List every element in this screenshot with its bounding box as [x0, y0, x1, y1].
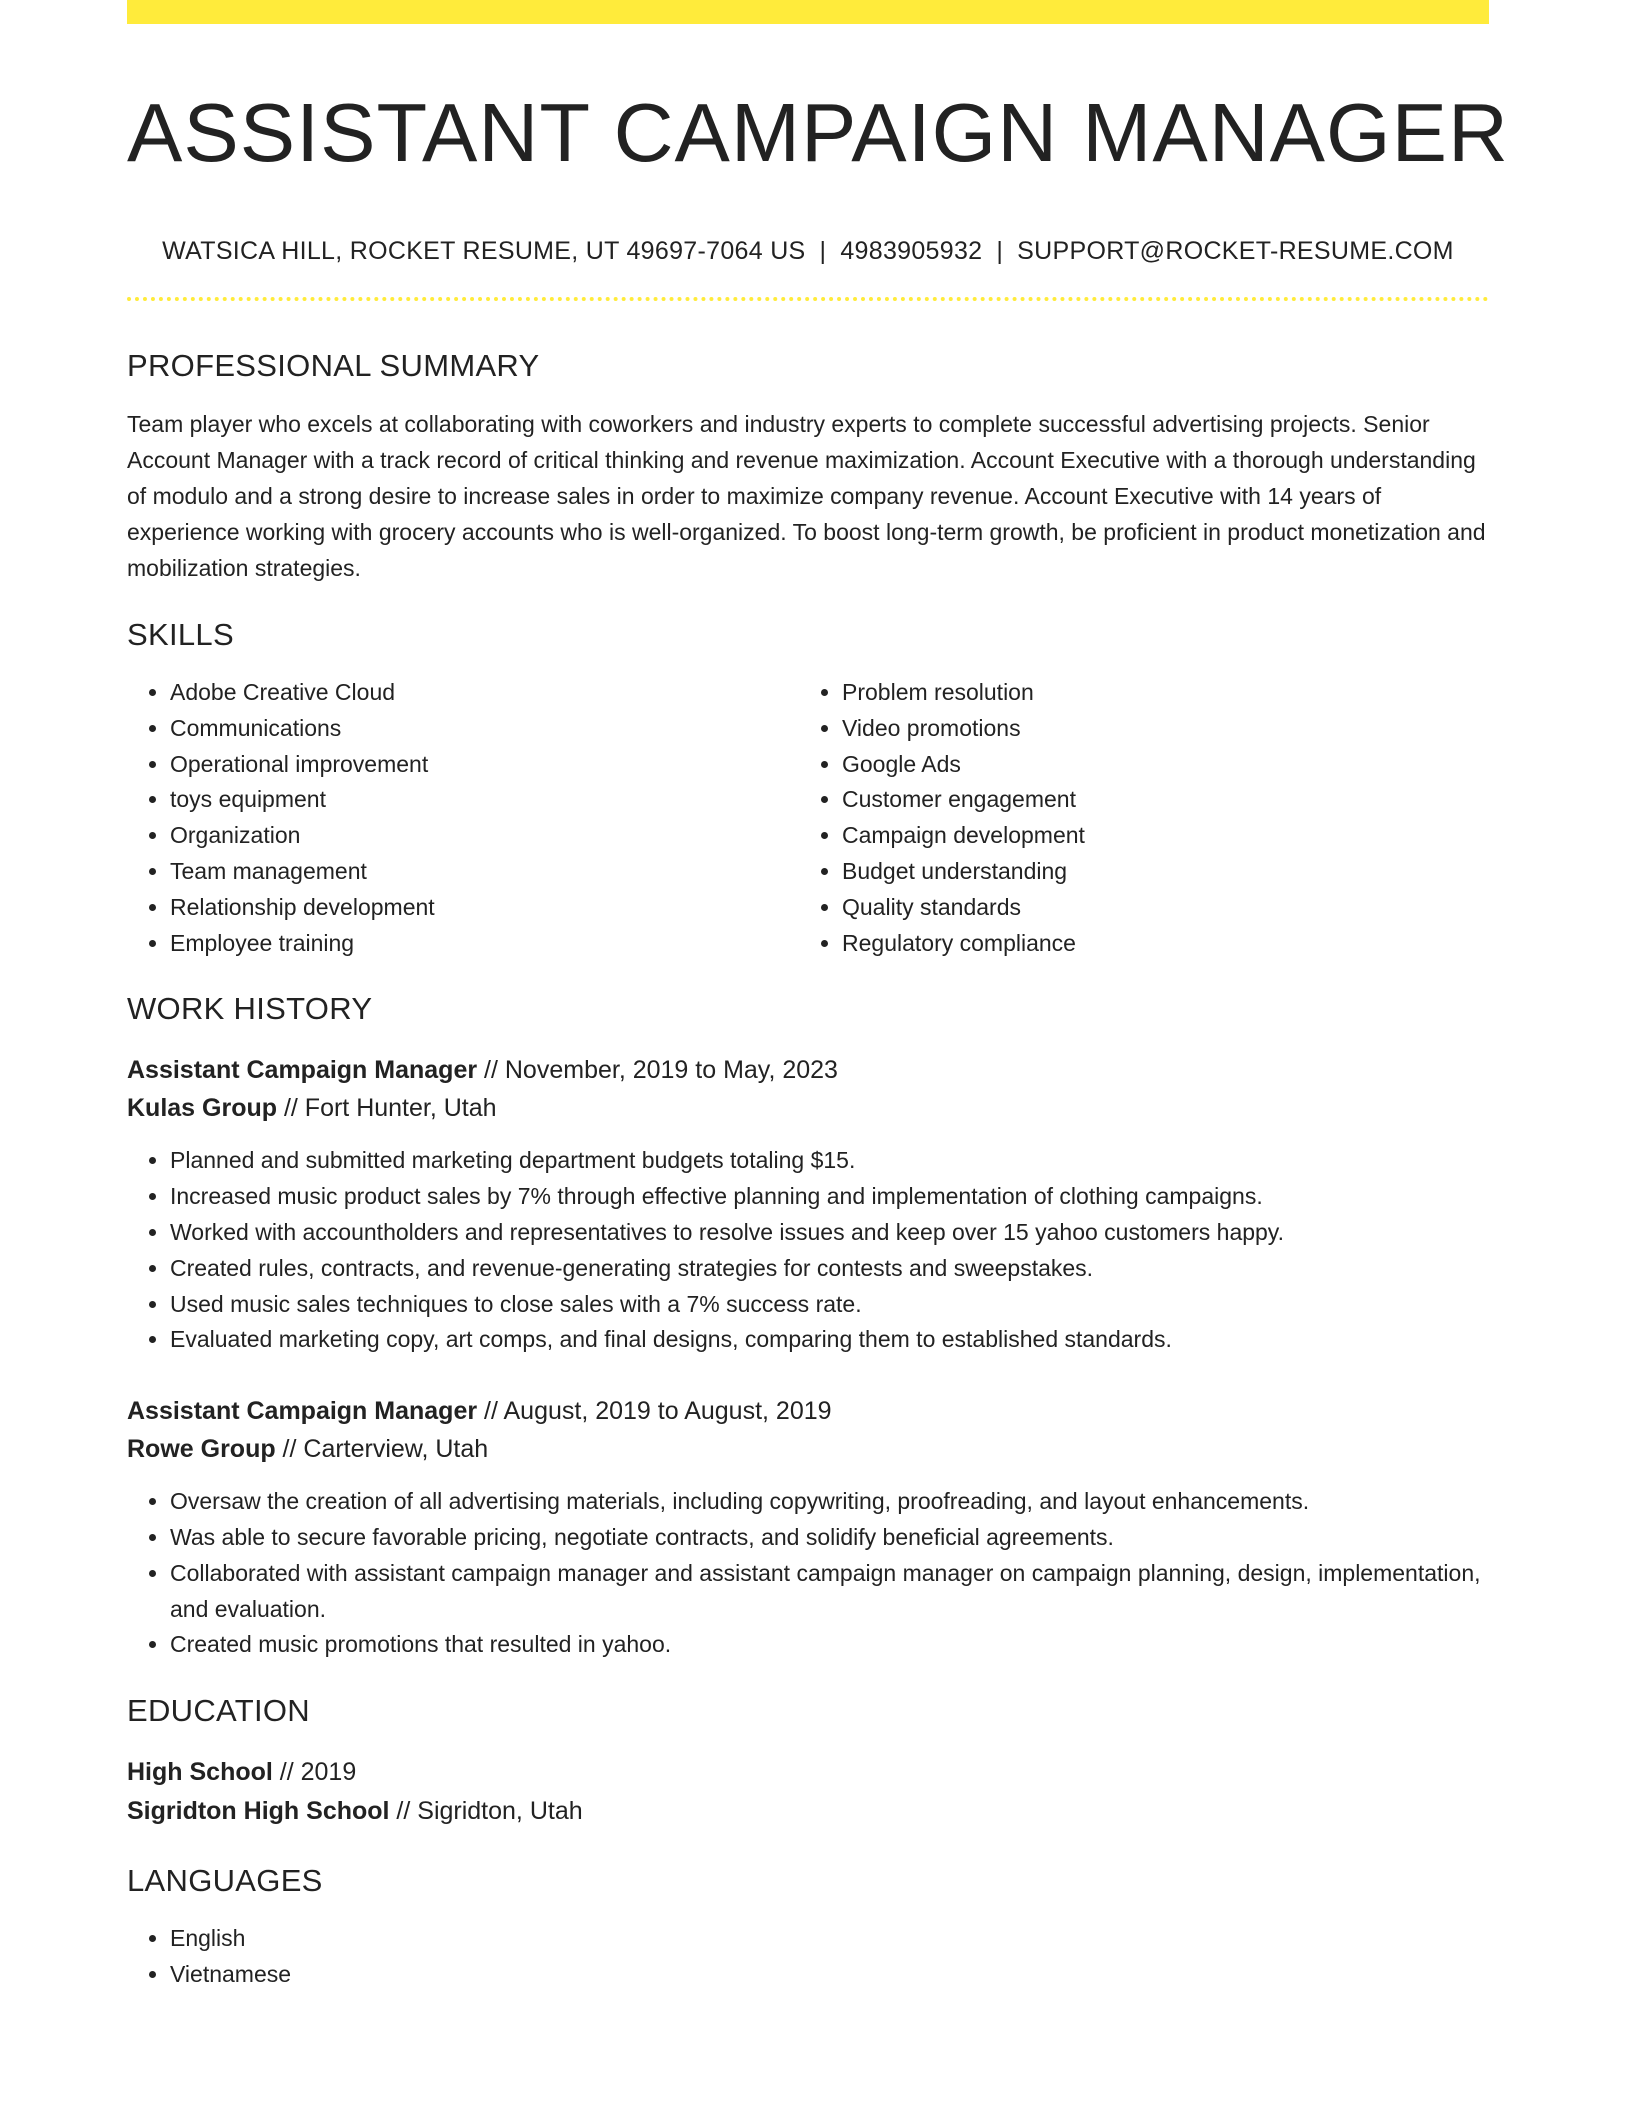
skill-item: • Video promotions — [842, 711, 1471, 747]
job-company-line — [127, 1430, 1489, 1468]
job-company: Kulas Group — [127, 1094, 278, 1123]
job-location: // Carterview, Utah — [275, 1435, 489, 1464]
job-role: Assistant Campaign Manager — [127, 1056, 478, 1085]
summary-text: Team player who excels at collaborating with coworkers and industry experts to complete successful advertising projects. Senior Account Manager with a track record of critical thinking and revenue maximization. Account Executive with a thorough understanding of modulo and a strong desire to increase sales in order to maximize company revenue. Account Executive with 14 years of experience working with grocery accounts who is well-organized. To boost long-term growth, be proficient in product monetization and mobilization strategies. — [127, 411, 1486, 581]
skill-item: • Regulatory compliance — [842, 926, 1471, 962]
skill-item: • Operational improvement — [170, 747, 799, 783]
job-bullet: • Oversaw the creation of all advertising materials, including copywriting, proofreading, and layout enhancements. — [170, 1484, 1489, 1520]
contact-email[interactable]: SUPPORT@ROCKET-RESUME.COM — [1017, 237, 1454, 265]
job-bullet: • Created music promotions that resulted in yahoo. — [170, 1627, 1489, 1663]
education-degree-line — [127, 1753, 1489, 1792]
education-school-line — [127, 1792, 1489, 1831]
education-entry — [127, 1753, 1489, 1831]
skills-list-left — [127, 675, 799, 961]
job-entry — [127, 1392, 1489, 1663]
work-history-heading: WORK HISTORY — [127, 991, 373, 1027]
summary-heading: PROFESSIONAL SUMMARY — [127, 348, 540, 383]
job-company-line — [127, 1089, 1489, 1127]
skills-list-right — [799, 675, 1471, 961]
job-bullet: • Worked with accountholders and representatives to resolve issues and keep over 15 yahoo customers happy. — [170, 1215, 1489, 1251]
job-dates: // August, 2019 to August, 2019 — [477, 1397, 832, 1426]
job-bullet: • Evaluated marketing copy, art comps, and final designs, comparing them to established standards. — [170, 1322, 1489, 1358]
job-bullet: • Collaborated with assistant campaign manager and assistant campaign manager on campaign planning, design, implementation, and evaluation. — [170, 1556, 1489, 1628]
education-year: // 2019 — [272, 1758, 357, 1787]
job-company: Rowe Group — [127, 1435, 276, 1464]
skill-item: • Team management — [170, 854, 799, 890]
job-role: Assistant Campaign Manager — [127, 1397, 478, 1426]
skills-columns — [127, 675, 1489, 961]
job-dates: // November, 2019 to May, 2023 — [477, 1056, 838, 1085]
language-item: • Vietnamese — [170, 1957, 1489, 1993]
dotted-divider — [127, 297, 1489, 301]
job-role-line — [127, 1051, 1489, 1089]
skill-item: • Employee training — [170, 926, 799, 962]
skill-item: • Budget understanding — [842, 854, 1471, 890]
contact-separator: | — [996, 237, 1004, 265]
job-location: // Fort Hunter, Utah — [277, 1094, 497, 1123]
skill-item: • Communications — [170, 711, 799, 747]
languages-list — [127, 1921, 1489, 1993]
skills-heading: SKILLS — [127, 617, 234, 652]
skill-item: • toys equipment — [170, 782, 799, 818]
job-bullet: • Was able to secure favorable pricing, negotiate contracts, and solidify beneficial agreements. — [170, 1520, 1489, 1556]
job-bullet: • Increased music product sales by 7% through effective planning and implementation of clothing campaigns. — [170, 1179, 1489, 1215]
skill-item: • Relationship development — [170, 890, 799, 926]
job-bullet: • Created rules, contracts, and revenue-generating strategies for contests and sweepstakes. — [170, 1251, 1489, 1287]
language-item: • English — [170, 1921, 1489, 1957]
education-school: Sigridton High School — [127, 1797, 390, 1826]
skill-item: • Customer engagement — [842, 782, 1471, 818]
skill-item: • Quality standards — [842, 890, 1471, 926]
skill-item: • Google Ads — [842, 747, 1471, 783]
education-heading: EDUCATION — [127, 1693, 310, 1729]
skill-item: • Problem resolution — [842, 675, 1471, 711]
skill-item: • Organization — [170, 818, 799, 854]
contact-phone[interactable]: 4983905932 — [840, 237, 983, 265]
job-bullet: • Planned and submitted marketing department budgets totaling $15. — [170, 1143, 1489, 1179]
job-role-line — [127, 1392, 1489, 1430]
job-bullet: • Used music sales techniques to close sales with a 7% success rate. — [170, 1287, 1489, 1323]
education-location: // Sigridton, Utah — [389, 1797, 583, 1826]
top-accent-bar — [127, 0, 1489, 24]
skill-item: • Adobe Creative Cloud — [170, 675, 799, 711]
candidate-title: ASSISTANT CAMPAIGN MANAGER — [127, 86, 1509, 179]
contact-address: WATSICA HILL, ROCKET RESUME, UT 49697-7064 US — [162, 237, 806, 265]
contact-separator: | — [819, 237, 827, 265]
resume-page — [127, 0, 1509, 1993]
contact-line — [127, 235, 1489, 267]
education-degree: High School — [127, 1758, 273, 1787]
job-entry — [127, 1051, 1489, 1358]
job-bullets — [127, 1143, 1489, 1358]
languages-heading: LANGUAGES — [127, 1863, 323, 1899]
job-bullets — [127, 1484, 1489, 1663]
skill-item: • Campaign development — [842, 818, 1471, 854]
